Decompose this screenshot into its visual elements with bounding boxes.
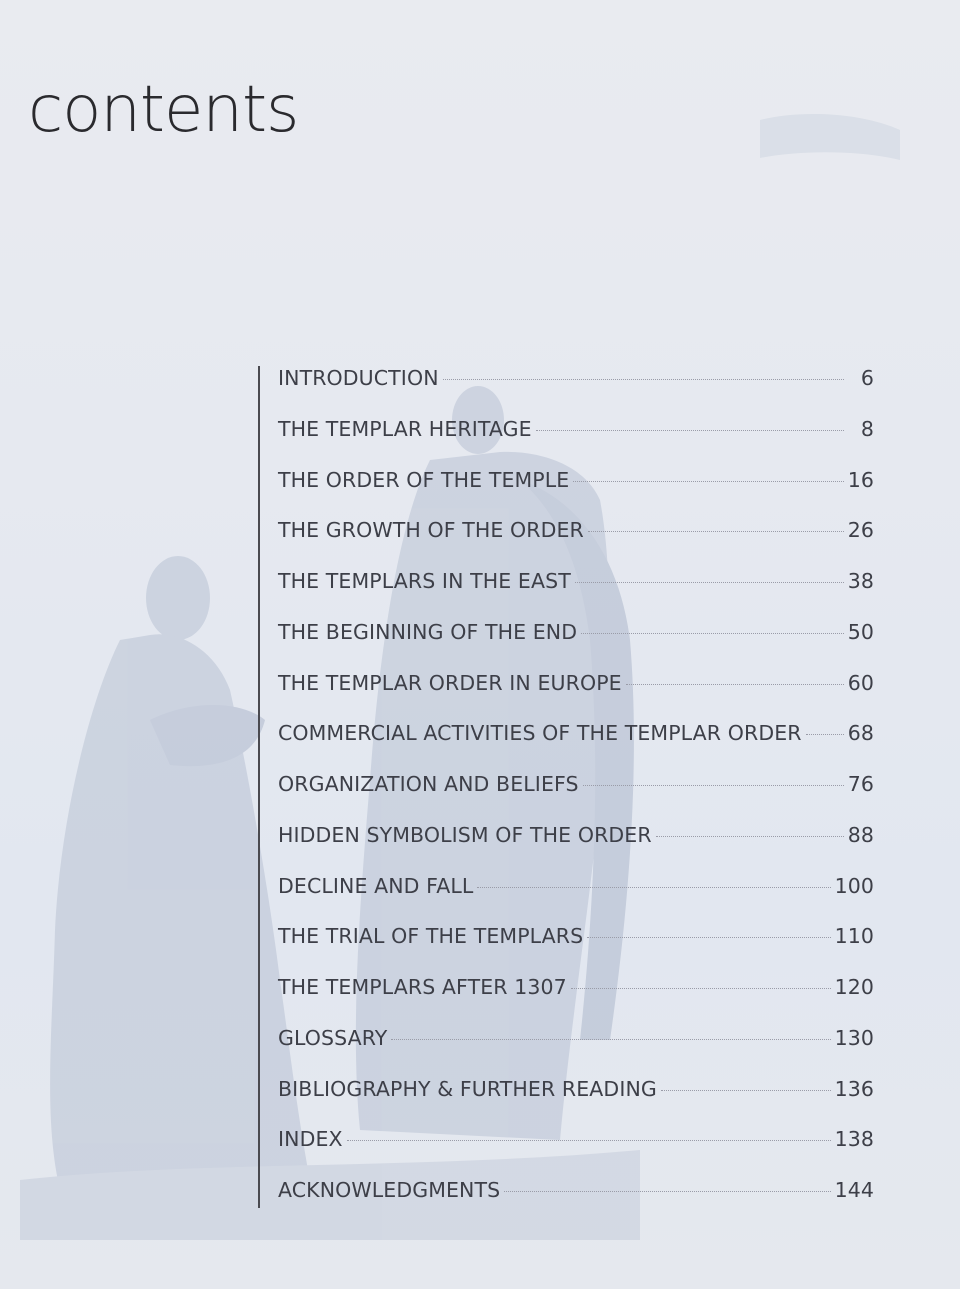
- toc-page-number: 138: [834, 1127, 874, 1152]
- toc-entry[interactable]: [278, 464, 874, 515]
- toc-entry[interactable]: [278, 514, 874, 565]
- toc-page-number: 110: [834, 924, 874, 949]
- dot-leader: [583, 785, 844, 786]
- toc-entry[interactable]: [278, 667, 874, 718]
- toc-entry-title: THE TEMPLAR ORDER IN EUROPE: [278, 670, 622, 695]
- dot-leader: [661, 1090, 831, 1091]
- toc-entry[interactable]: [278, 1022, 874, 1073]
- toc-page-number: 8: [860, 416, 874, 441]
- dot-leader: [573, 481, 843, 482]
- toc-entry-title: ACKNOWLEDGMENTS: [278, 1178, 501, 1202]
- dot-leader: [806, 734, 844, 735]
- vertical-rule: [258, 366, 260, 1208]
- toc-entry[interactable]: [278, 1073, 874, 1124]
- toc-entry[interactable]: [278, 971, 874, 1022]
- toc-entry[interactable]: [278, 1174, 874, 1225]
- toc-entry-title: THE GROWTH OF THE ORDER: [278, 518, 584, 543]
- dot-leader: [626, 684, 844, 685]
- toc-entry[interactable]: [278, 717, 874, 768]
- toc-page-number: 68: [847, 721, 874, 746]
- toc-page-number: 16: [847, 467, 874, 492]
- dot-leader: [571, 988, 831, 989]
- dot-leader: [391, 1039, 830, 1040]
- toc-page-number: 88: [847, 822, 874, 847]
- toc-page-number: 60: [847, 670, 874, 695]
- toc-entry-title: BIBLIOGRAPHY & FURTHER READING: [278, 1076, 657, 1101]
- toc-entry-title: GLOSSARY: [278, 1025, 388, 1050]
- toc-page-number: 136: [834, 1076, 874, 1101]
- page-title: contents: [28, 73, 299, 147]
- toc-page-number: 100: [834, 873, 874, 898]
- dot-leader: [443, 379, 844, 380]
- toc-page-number: 38: [847, 569, 874, 593]
- toc-page-number: 120: [834, 975, 874, 999]
- dot-leader: [536, 430, 844, 431]
- dot-leader: [504, 1191, 830, 1192]
- toc-page-number: 6: [860, 366, 874, 390]
- toc-entry[interactable]: [278, 870, 874, 921]
- toc-entry[interactable]: [278, 819, 874, 870]
- dot-leader: [656, 836, 844, 837]
- toc-entry[interactable]: [278, 1123, 874, 1174]
- dot-leader: [587, 937, 830, 938]
- toc-entry[interactable]: [278, 565, 874, 616]
- toc-entry-title: THE TEMPLAR HERITAGE: [278, 416, 532, 441]
- dot-leader: [477, 887, 830, 888]
- dot-leader: [581, 633, 844, 634]
- toc-page-number: 130: [834, 1025, 874, 1050]
- toc-entry-title: ORGANIZATION AND BELIEFS: [278, 772, 579, 796]
- toc-entry[interactable]: [278, 413, 874, 464]
- toc-entry[interactable]: [278, 362, 874, 413]
- table-of-contents: [278, 362, 874, 1225]
- toc-page-number: 144: [834, 1178, 874, 1202]
- toc-entry-title: THE TEMPLARS AFTER 1307: [278, 975, 567, 999]
- dot-leader: [575, 582, 844, 583]
- toc-entry[interactable]: [278, 920, 874, 971]
- toc-entry-title: DECLINE AND FALL: [278, 873, 474, 898]
- dot-leader: [347, 1140, 831, 1141]
- toc-entry-title: HIDDEN SYMBOLISM OF THE ORDER: [278, 822, 652, 847]
- toc-page-number: 26: [847, 518, 874, 543]
- toc-entry-title: THE TEMPLARS IN THE EAST: [278, 569, 571, 593]
- toc-entry-title: INDEX: [278, 1127, 343, 1152]
- toc-entry[interactable]: [278, 768, 874, 819]
- toc-page-number: 76: [847, 772, 874, 796]
- toc-entry-title: THE ORDER OF THE TEMPLE: [278, 467, 570, 492]
- toc-entry[interactable]: [278, 616, 874, 667]
- toc-entry-title: COMMERCIAL ACTIVITIES OF THE TEMPLAR ORDER: [278, 721, 802, 746]
- dot-leader: [588, 531, 844, 532]
- toc-entry-title: INTRODUCTION: [278, 366, 439, 390]
- toc-entry-title: THE BEGINNING OF THE END: [278, 619, 578, 644]
- toc-page-number: 50: [847, 619, 874, 644]
- toc-entry-title: THE TRIAL OF THE TEMPLARS: [278, 924, 584, 949]
